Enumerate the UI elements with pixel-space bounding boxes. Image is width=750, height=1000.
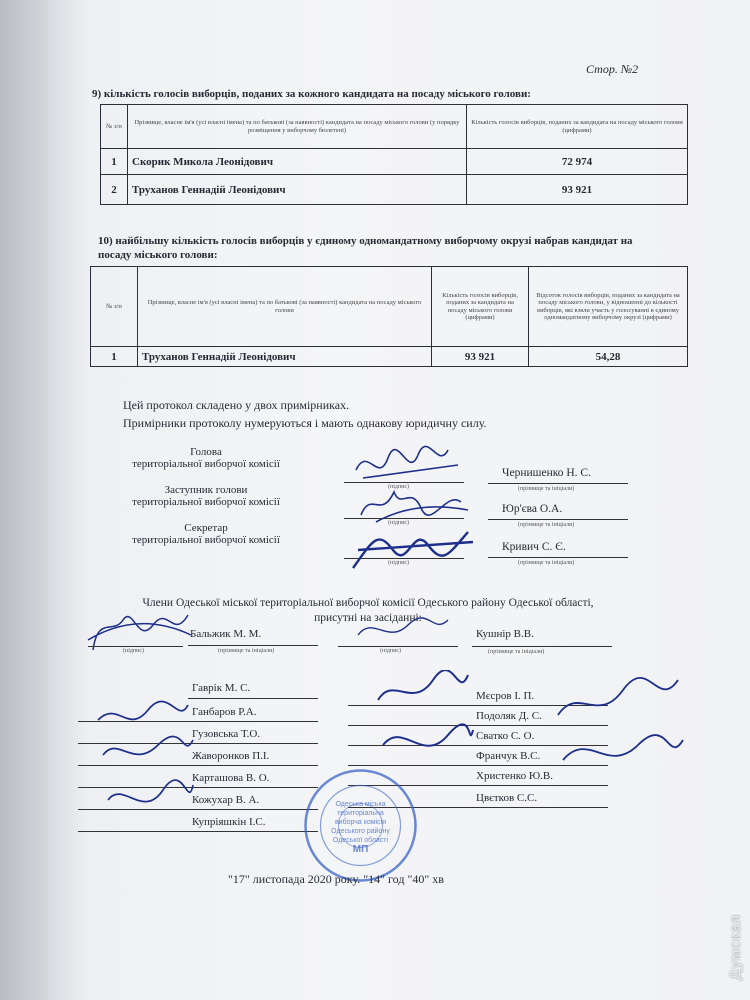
member-right-2: Подоляк Д. С.	[476, 710, 542, 722]
member-right-5: Христенко Ю.В.	[476, 770, 553, 782]
s9-row2-num: 2	[101, 175, 128, 205]
s10-row-num: 1	[91, 347, 138, 367]
member-top-right-name: Кушнір В.В.	[476, 628, 534, 640]
s10-header-num: № з/п	[91, 267, 138, 347]
deputy-signature	[356, 480, 476, 525]
stamp-text-line5: Одеської області	[332, 837, 389, 844]
watermark: Думская	[727, 914, 744, 980]
member-top-left-name: Бальжик М. М.	[190, 628, 262, 640]
s9-header-name: Прізвище, власне ім'я (усі власні імена) та по батькові (за наявності) кандидата на посаду міського голови (у порядку розміщення у виборчому бюлетені)	[128, 105, 467, 149]
member-left-4: Жаворонков П.І.	[192, 750, 270, 762]
section10-heading: 10) найбільшу кількість голосів виборців у єдиному одномандатному виборчому окрузі набрав кандидат на посаду міського голови:	[98, 235, 633, 262]
member-right-6: Цвєтков С.С.	[476, 792, 538, 804]
deputy-role-title: Заступник голови	[164, 484, 248, 496]
section9-table	[100, 104, 688, 205]
s10-header-name: Прізвище, власне ім'я (усі власні імена) та по батькові (за наявності) кандидата на посаду міського голови	[138, 267, 432, 347]
stamp-text-line4: Одеського району	[331, 828, 390, 835]
s9-row2-name: Труханов Геннадій Леонідович	[128, 175, 467, 205]
s9-row1-votes: 72 974	[467, 149, 688, 175]
member-top-right-sig-caption: (підпис)	[380, 648, 402, 654]
members-heading-line2: присутні на засіданні:	[314, 611, 422, 624]
member-signature-2	[348, 605, 458, 650]
member-top-left-name-line	[188, 645, 318, 646]
note-validity: Примірники протоколу нумеруються і мають однакову юридичну силу.	[123, 416, 487, 430]
member-right-4: Франчук В.С.	[476, 750, 541, 762]
table-row	[101, 149, 688, 175]
stamp-center-mark: МП	[352, 844, 369, 855]
chair-sig-caption: (підпис)	[388, 484, 410, 490]
secretary-name-caption: (прізвище та ініціали)	[518, 560, 575, 566]
deputy-name-line	[488, 519, 628, 520]
member-line	[188, 698, 318, 699]
deputy-name: Юр'єва О.А.	[502, 503, 563, 515]
stamp-text-line1: Одеська міська	[335, 801, 386, 808]
section10-table	[90, 266, 688, 367]
table-row	[101, 175, 688, 205]
s10-row-name: Труханов Геннадій Леонідович	[138, 347, 432, 367]
official-role-chair	[96, 446, 316, 470]
secretary-name: Кривич С. Є.	[502, 541, 566, 553]
official-role-deputy	[96, 484, 316, 508]
member-left-1: Гаврік М. С.	[192, 682, 251, 694]
member-left-3: Гузовська Т.О.	[192, 728, 261, 740]
official-role-secretary	[96, 522, 316, 546]
member-left-7: Купріяшкін І.С.	[192, 816, 266, 828]
member-top-right-name-line	[472, 646, 612, 647]
secretary-role-title: Секретар	[184, 522, 228, 534]
s10-header-percent: Відсоток голосів виборців, поданих за кандидата на посаду міського голови, у відношенні до кількості виборців, які взяли участь у голосуванні в єдиному одномандатному виборчому окрузі (цифрами)	[529, 267, 688, 347]
secretary-name-line	[488, 557, 628, 558]
section9-heading: 9) кількість голосів виборців, поданих за кожного кандидата на посаду міського голови:	[92, 88, 531, 100]
note-copies: Цей протокол складено у двох примірниках.	[123, 398, 350, 412]
secretary-signature	[348, 520, 478, 575]
s9-header-num: № з/п	[101, 105, 128, 149]
deputy-sig-caption: (підпис)	[388, 520, 410, 526]
document-page	[48, 0, 750, 1000]
members-heading-line1: Члени Одеської міської територіальної виборчої комісії Одеського району Одеської області,	[142, 597, 594, 609]
s9-row2-votes: 93 921	[467, 175, 688, 205]
member-signatures-right	[548, 670, 688, 790]
member-top-left-name-caption: (прізвище та ініціали)	[218, 648, 275, 654]
member-right-3: Сватко С. О.	[476, 730, 535, 742]
chair-name-caption: (прізвище та ініціали)	[518, 486, 575, 492]
s10-row-percent: 54,28	[529, 347, 688, 367]
s9-row1-name: Скорик Микола Леонідович	[128, 149, 467, 175]
member-right-1: Мєсров І. П.	[476, 690, 535, 702]
member-top-left-sig-caption: (підпис)	[123, 648, 145, 654]
page-number: Стор. №2	[586, 62, 639, 76]
member-left-2: Ганбаров Р.А.	[192, 706, 257, 718]
member-signatures-left	[88, 700, 198, 830]
member-left-6: Кожухар В. А.	[192, 794, 260, 806]
s9-header-votes: Кількість голосів виборців, поданих за кандидата на посаду міського голови (цифрами)	[467, 105, 688, 149]
secretary-role-commission: територіальної виборчої комісії	[132, 534, 280, 546]
member-line	[78, 831, 318, 832]
member-signatures-center	[368, 670, 478, 780]
official-stamp	[303, 768, 418, 883]
member-signature-1	[83, 605, 193, 660]
secretary-sig-caption: (підпис)	[388, 560, 410, 566]
table-row	[91, 347, 688, 367]
stamp-text-line2: територіальна	[337, 810, 384, 817]
stamp-text-line3: виборча комісія	[334, 819, 387, 826]
s9-row1-num: 1	[101, 149, 128, 175]
chair-role-commission: територіальної виборчої комісії	[132, 458, 280, 470]
s10-header-votes: Кількість голосів виборців, поданих за кандидата на посаду міського голови (цифрами)	[432, 267, 529, 347]
deputy-role-commission: територіальної виборчої комісії	[132, 496, 280, 508]
member-left-5: Карташова В. О.	[192, 772, 270, 784]
s10-row-votes: 93 921	[432, 347, 529, 367]
chair-name: Чернишенко Н. С.	[502, 467, 591, 479]
date-time-line: "17" листопада 2020 року. "14" год "40" хв	[228, 872, 444, 886]
member-top-right-name-caption: (прізвище та ініціали)	[488, 649, 545, 655]
chair-role-title: Голова	[190, 446, 222, 458]
page-edge	[0, 0, 48, 1000]
deputy-name-caption: (прізвище та ініціали)	[518, 522, 575, 528]
chair-name-line	[488, 483, 628, 484]
